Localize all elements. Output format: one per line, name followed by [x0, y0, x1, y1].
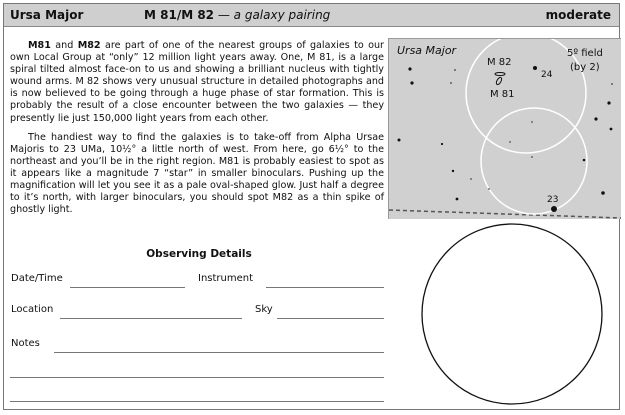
star-23-label: 23 [547, 195, 559, 205]
instrument-line[interactable] [266, 287, 384, 288]
notes-line-1[interactable] [54, 352, 384, 353]
pointer-line [389, 210, 621, 218]
constellation-name: Ursa Major [10, 8, 84, 22]
page-title [144, 4, 484, 26]
constellation-label: Ursa Major [397, 44, 457, 57]
paragraph-2: The handiest way to find the galaxies is to take-off from Alpha Ursae Majoris to 23 UMa, 10½° a little north of west. From here, go 6½° to the northeast and you’ll be in the right region. M81 is probably easiest to spot as it appears like a magnitude 7 “star” in smaller binoculars. Pushing up the magnification will let you see it as a pale oval-shaped glow. Just half a degree to it’s north, with larger binoculars, you should spot M82 as a thin spike of ghostly light. [10, 131, 384, 216]
m81-term: M81 [28, 40, 51, 51]
star-24 [533, 66, 537, 70]
notes-line-2[interactable] [10, 377, 384, 378]
description-text [10, 40, 384, 223]
finder-chart [388, 38, 621, 219]
sky-label: Sky [255, 304, 273, 315]
sky-line[interactable] [277, 318, 384, 319]
paragraph-1 [10, 40, 384, 125]
difficulty-label: moderate [545, 8, 611, 22]
date-time-line[interactable] [70, 287, 185, 288]
observing-details-title: Observing Details [146, 248, 252, 260]
m82-term: M82 [77, 40, 101, 51]
m82-label: M 82 [487, 57, 512, 68]
star-24-label: 24 [541, 70, 553, 80]
p1-text-a: and [50, 40, 78, 51]
notes-label: Notes [11, 338, 40, 349]
field-label-line1: 5º field [567, 48, 603, 59]
m82-galaxy [495, 73, 505, 76]
m81-label: M 81 [490, 89, 515, 100]
date-time-label: Date/Time [11, 273, 63, 284]
location-label: Location [11, 304, 54, 315]
object-subtitle: — a galaxy pairing [214, 8, 331, 22]
p1-text-b: are part of one of the nearest groups of galaxies to our own Local Group at “only” 12 million light years away. One, M 81, is a large spiral tilted almost face-on to us and showing a brilliant nucleus with tightly wound arms. M 82 shows very unusual structure in detailed photographs and is now believed to be going through a huge phase of star formation. This is probably the result of a close encounter between the two galaxies — they presently lie just 150,000 light years from each other. [10, 40, 384, 124]
star-field [398, 67, 613, 200]
notes-line-3[interactable] [10, 401, 384, 402]
eyepiece-sketch-circle[interactable] [418, 222, 610, 408]
field-circle-lower [481, 108, 587, 214]
observing-sheet [3, 3, 620, 410]
star-23 [551, 206, 557, 212]
m81-galaxy [495, 77, 502, 86]
header-bar [4, 4, 619, 27]
location-line[interactable] [60, 318, 242, 319]
instrument-label: Instrument [198, 273, 254, 284]
object-name: M 81/M 82 [144, 8, 215, 22]
field-label-line2: (by 2) [570, 62, 600, 73]
